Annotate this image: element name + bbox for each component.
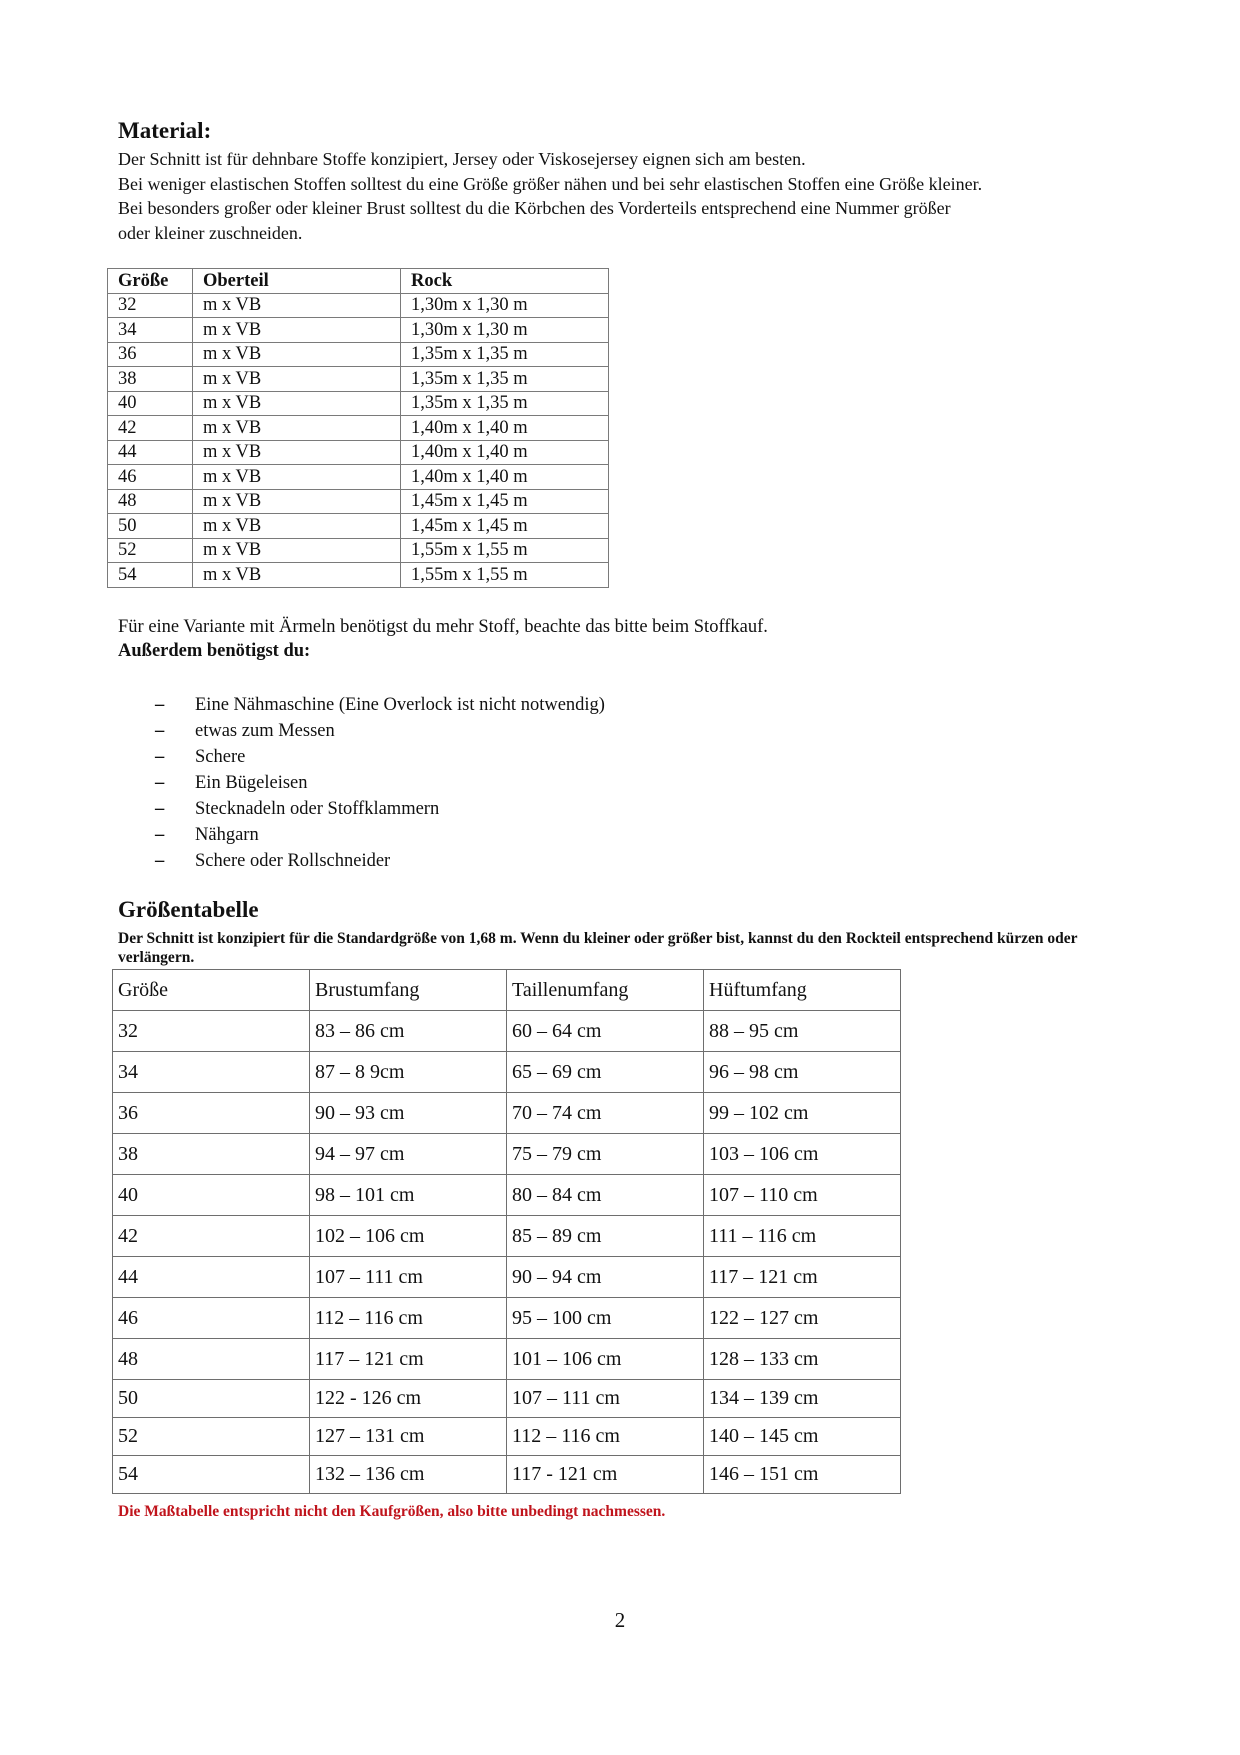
header-waist: Taillenumfang [507, 970, 704, 1011]
cell-size: 52 [113, 1418, 310, 1456]
table-row [113, 1339, 901, 1380]
cell-top: m x VB [193, 367, 401, 392]
cell-hip: 128 – 133 cm [704, 1339, 901, 1380]
cell-bust: 112 – 116 cm [310, 1298, 507, 1339]
cell-waist: 101 – 106 cm [507, 1339, 704, 1380]
table-header-row [113, 970, 901, 1011]
also-needed-label: Außerdem benötigst du: [118, 641, 311, 661]
table-row [108, 367, 609, 392]
cell-hip: 122 – 127 cm [704, 1298, 901, 1339]
cell-bust: 83 – 86 cm [310, 1011, 507, 1052]
table-row [108, 489, 609, 514]
list-item [155, 692, 605, 718]
supplies-list [155, 692, 605, 874]
cell-size: 40 [113, 1175, 310, 1216]
cell-waist: 90 – 94 cm [507, 1257, 704, 1298]
cell-bust: 98 – 101 cm [310, 1175, 507, 1216]
table-row [113, 1257, 901, 1298]
cell-top: m x VB [193, 318, 401, 343]
table-row [113, 1011, 901, 1052]
list-item [155, 796, 605, 822]
cell-waist: 75 – 79 cm [507, 1134, 704, 1175]
cell-size: 44 [113, 1257, 310, 1298]
intro-line: Bei besonders großer oder kleiner Brust solltest du die Körbchen des Vorderteils entsprechend eine Nummer größer [118, 198, 951, 218]
cell-size: 36 [113, 1093, 310, 1134]
cell-bust: 90 – 93 cm [310, 1093, 507, 1134]
cell-hip: 103 – 106 cm [704, 1134, 901, 1175]
list-item-text: Schere [195, 747, 246, 767]
table-header-row [108, 269, 609, 294]
measurement-warning: Die Maßtabelle entspricht nicht den Kaufgrößen, also bitte unbedingt nachmessen. [118, 1503, 666, 1520]
table-row [113, 1380, 901, 1418]
cell-skirt: 1,45m x 1,45 m [401, 489, 609, 514]
intro-line: Der Schnitt ist für dehnbare Stoffe konzipiert, Jersey oder Viskosejersey eignen sich am besten. [118, 149, 806, 169]
cell-waist: 70 – 74 cm [507, 1093, 704, 1134]
cell-size: 50 [108, 514, 193, 539]
cell-size: 48 [113, 1339, 310, 1380]
cell-top: m x VB [193, 465, 401, 490]
dash-bullet-icon: – [155, 773, 165, 793]
cell-hip: 111 – 116 cm [704, 1216, 901, 1257]
cell-size: 42 [113, 1216, 310, 1257]
table-row [113, 1175, 901, 1216]
cell-bust: 122 - 126 cm [310, 1380, 507, 1418]
table-row [108, 391, 609, 416]
cell-skirt: 1,35m x 1,35 m [401, 367, 609, 392]
cell-size: 48 [108, 489, 193, 514]
table-row [108, 416, 609, 441]
cell-skirt: 1,40m x 1,40 m [401, 416, 609, 441]
cell-top: m x VB [193, 514, 401, 539]
list-item-text: etwas zum Messen [195, 721, 335, 741]
cell-size: 32 [113, 1011, 310, 1052]
cell-size: 32 [108, 293, 193, 318]
cell-bust: 94 – 97 cm [310, 1134, 507, 1175]
cell-size: 36 [108, 342, 193, 367]
list-item [155, 744, 605, 770]
cell-size: 54 [113, 1456, 310, 1494]
size-chart-body [113, 1011, 901, 1494]
table-row [108, 342, 609, 367]
cell-size: 50 [113, 1380, 310, 1418]
cell-bust: 127 – 131 cm [310, 1418, 507, 1456]
cell-size: 46 [113, 1298, 310, 1339]
material-heading: Material: [118, 118, 212, 143]
table-row [108, 538, 609, 563]
intro-line: Bei weniger elastischen Stoffen solltest du eine Größe größer nähen und bei sehr elastischen Stoffen eine Größe kleiner. [118, 173, 983, 194]
table-row [108, 318, 609, 343]
cell-waist: 112 – 116 cm [507, 1418, 704, 1456]
cell-bust: 87 – 8 9cm [310, 1052, 507, 1093]
cell-size: 34 [113, 1052, 310, 1093]
table-row [113, 1134, 901, 1175]
table-row [113, 1456, 901, 1494]
cell-top: m x VB [193, 563, 401, 588]
table-row [108, 514, 609, 539]
list-item-text: Nähgarn [195, 825, 259, 845]
cell-size: 52 [108, 538, 193, 563]
cell-top: m x VB [193, 293, 401, 318]
table-row [108, 440, 609, 465]
list-item-text: Ein Bügeleisen [195, 773, 308, 793]
cell-hip: 117 – 121 cm [704, 1257, 901, 1298]
header-size: Größe [113, 970, 310, 1011]
cell-size: 54 [108, 563, 193, 588]
cell-hip: 99 – 102 cm [704, 1093, 901, 1134]
list-item-text: Stecknadeln oder Stoffklammern [195, 799, 440, 819]
cell-size: 40 [108, 391, 193, 416]
size-chart-table [112, 969, 901, 1494]
table-row [108, 563, 609, 588]
table-row [113, 1216, 901, 1257]
dash-bullet-icon: – [155, 721, 165, 741]
fabric-requirement-table [107, 268, 609, 588]
intro-line: oder kleiner zuschneiden. [118, 222, 303, 243]
cell-skirt: 1,55m x 1,55 m [401, 538, 609, 563]
cell-size: 34 [108, 318, 193, 343]
cell-top: m x VB [193, 440, 401, 465]
table-row [113, 1052, 901, 1093]
cell-waist: 65 – 69 cm [507, 1052, 704, 1093]
header-hip: Hüftumfang [704, 970, 901, 1011]
table-row [113, 1418, 901, 1456]
cell-skirt: 1,40m x 1,40 m [401, 465, 609, 490]
list-item-text: Schere oder Rollschneider [195, 851, 391, 871]
cell-top: m x VB [193, 489, 401, 514]
cell-waist: 95 – 100 cm [507, 1298, 704, 1339]
cell-skirt: 1,35m x 1,35 m [401, 391, 609, 416]
cell-skirt: 1,30m x 1,30 m [401, 293, 609, 318]
sleeve-note: Für eine Variante mit Ärmeln benötigst du mehr Stoff, beachte das bitte beim Stoffkauf. [118, 617, 768, 637]
table-row [113, 1298, 901, 1339]
dash-bullet-icon: – [155, 825, 165, 845]
material-intro [118, 147, 1198, 245]
cell-bust: 102 – 106 cm [310, 1216, 507, 1257]
cell-hip: 140 – 145 cm [704, 1418, 901, 1456]
size-chart-note: Der Schnitt ist konzipiert für die Standardgröße von 1,68 m. Wenn du kleiner oder größer bist, kannst du den Rockteil entsprechend kürzen oder verlängern. [118, 930, 1078, 966]
cell-skirt: 1,30m x 1,30 m [401, 318, 609, 343]
list-item [155, 770, 605, 796]
cell-hip: 134 – 139 cm [704, 1380, 901, 1418]
size-chart-heading: Größentabelle [118, 897, 259, 922]
cell-hip: 107 – 110 cm [704, 1175, 901, 1216]
cell-bust: 132 – 136 cm [310, 1456, 507, 1494]
cell-top: m x VB [193, 391, 401, 416]
list-item [155, 822, 605, 848]
list-item-text: Eine Nähmaschine (Eine Overlock ist nicht notwendig) [195, 695, 605, 715]
cell-waist: 60 – 64 cm [507, 1011, 704, 1052]
cell-bust: 107 – 111 cm [310, 1257, 507, 1298]
table-row [108, 293, 609, 318]
cell-hip: 146 – 151 cm [704, 1456, 901, 1494]
header-size: Größe [108, 269, 193, 294]
list-item [155, 848, 605, 874]
cell-hip: 88 – 95 cm [704, 1011, 901, 1052]
cell-top: m x VB [193, 538, 401, 563]
header-skirt: Rock [401, 269, 609, 294]
table-row [108, 465, 609, 490]
cell-size: 46 [108, 465, 193, 490]
header-top: Oberteil [193, 269, 401, 294]
dash-bullet-icon: – [155, 747, 165, 767]
cell-hip: 96 – 98 cm [704, 1052, 901, 1093]
cell-waist: 80 – 84 cm [507, 1175, 704, 1216]
cell-skirt: 1,40m x 1,40 m [401, 440, 609, 465]
cell-size: 38 [108, 367, 193, 392]
cell-waist: 117 - 121 cm [507, 1456, 704, 1494]
cell-size: 44 [108, 440, 193, 465]
cell-size: 42 [108, 416, 193, 441]
table-row [113, 1093, 901, 1134]
cell-waist: 107 – 111 cm [507, 1380, 704, 1418]
cell-bust: 117 – 121 cm [310, 1339, 507, 1380]
list-item [155, 718, 605, 744]
cell-top: m x VB [193, 416, 401, 441]
header-bust: Brustumfang [310, 970, 507, 1011]
cell-skirt: 1,35m x 1,35 m [401, 342, 609, 367]
cell-waist: 85 – 89 cm [507, 1216, 704, 1257]
cell-skirt: 1,45m x 1,45 m [401, 514, 609, 539]
cell-skirt: 1,55m x 1,55 m [401, 563, 609, 588]
cell-size: 38 [113, 1134, 310, 1175]
page-number: 2 [614, 1608, 626, 1632]
dash-bullet-icon: – [155, 799, 165, 819]
dash-bullet-icon: – [155, 695, 165, 715]
dash-bullet-icon: – [155, 851, 165, 871]
fabric-table-body [108, 293, 609, 587]
cell-top: m x VB [193, 342, 401, 367]
